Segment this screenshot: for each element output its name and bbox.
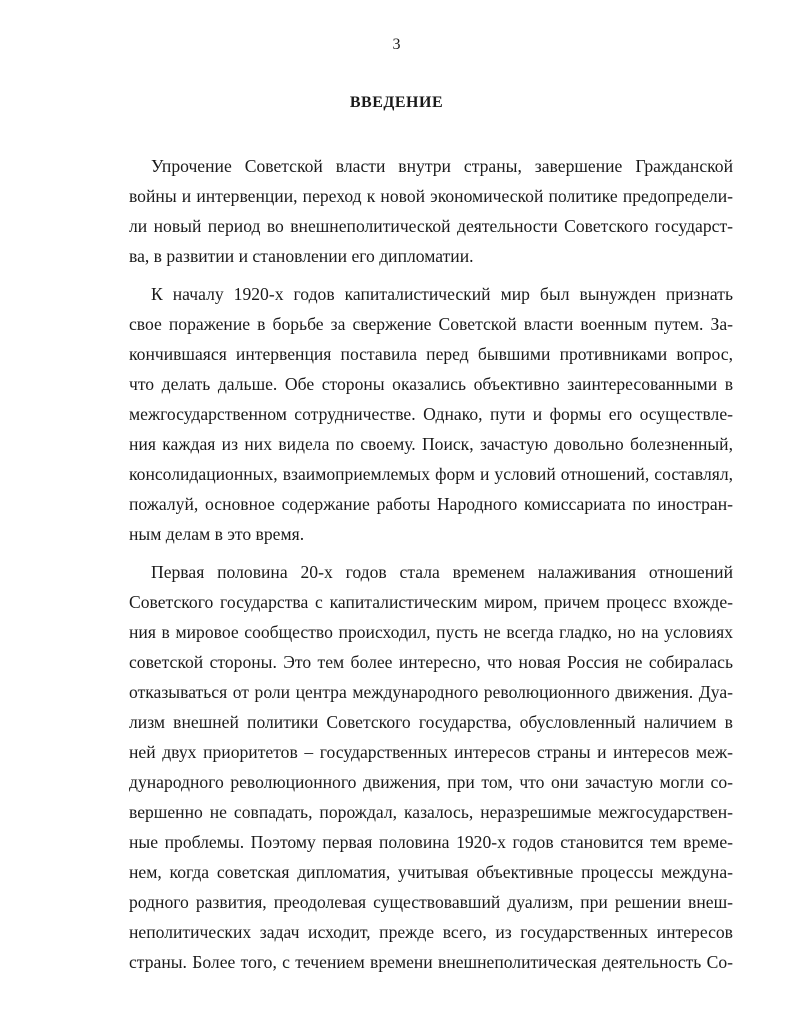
text-line: Советского государства с капиталистическим миром, причем процесс вхожде- (129, 592, 733, 612)
paragraph-2 (129, 279, 733, 549)
text-line: ным делам в это время. (129, 524, 305, 544)
text-line: пожалуй, основное содержание работы Народного комиссариата по иностран- (129, 494, 733, 514)
text-line: К началу 1920-х годов капиталистический мир был вынужден признать (151, 284, 733, 304)
text-line: Упрочение Советской власти внутри страны, завершение Гражданской (151, 156, 733, 176)
text-line: советской стороны. Это тем более интересно, что новая Россия не собиралась (129, 652, 733, 672)
section-heading: ВВЕДЕНИЕ (349, 94, 444, 111)
text-line: отказываться от роли центра международного революционного движения. Дуа- (129, 682, 733, 702)
text-line: страны. Более того, с течением времени внешнеполитическая деятельность Со- (129, 952, 733, 972)
text-line: дународного революционного движения, при том, что они зачастую могли со- (129, 772, 733, 792)
text-line: ные проблемы. Поэтому первая половина 1920-х годов становится тем време- (129, 832, 733, 852)
text-line: родного развития, преодолевая существовавший дуализм, при решении внеш- (129, 892, 733, 912)
body-text (129, 151, 733, 977)
text-line: ли новый период во внешнеполитической деятельности Советского государст- (129, 216, 733, 236)
text-line: ния каждая из них видела по своему. Поиск, зачастую довольно болезненный, (129, 434, 733, 454)
text-line: что делать дальше. Обе стороны оказались объективно заинтересованными в (129, 374, 733, 394)
page-number: 3 (392, 36, 401, 53)
text-line: нем, когда советская дипломатия, учитывая объективные процессы междуна- (129, 862, 733, 882)
text-line: Первая половина 20-х годов стала временем налаживания отношений (151, 562, 733, 582)
text-line: неполитических задач исходит, прежде всего, из государственных интересов (129, 922, 733, 942)
text-line: вершенно не совпадать, порождал, казалось, неразрешимые межгосударствен- (129, 802, 733, 822)
text-line: кончившаяся интервенция поставила перед бывшими противниками вопрос, (129, 344, 733, 364)
text-line: консолидационных, взаимоприемлемых форм и условий отношений, составлял, (129, 464, 733, 484)
text-line: ней двух приоритетов – государственных интересов страны и интересов меж- (129, 742, 733, 762)
text-line: межгосударственном сотрудничестве. Однако, пути и формы его осуществле- (129, 404, 733, 424)
text-line: ва, в развитии и становлении его дипломатии. (129, 246, 474, 266)
paragraph-3 (129, 557, 733, 977)
text-line: ния в мировое сообщество происходил, пусть не всегда гладко, но на условиях (129, 622, 733, 642)
text-line: лизм внешней политики Советского государства, обусловленный наличием в (129, 712, 733, 732)
paragraph-1 (129, 151, 733, 271)
text-line: войны и интервенции, переход к новой экономической политике предопредели- (129, 186, 733, 206)
text-line: свое поражение в борьбе за свержение Советской власти военным путем. За- (129, 314, 733, 334)
